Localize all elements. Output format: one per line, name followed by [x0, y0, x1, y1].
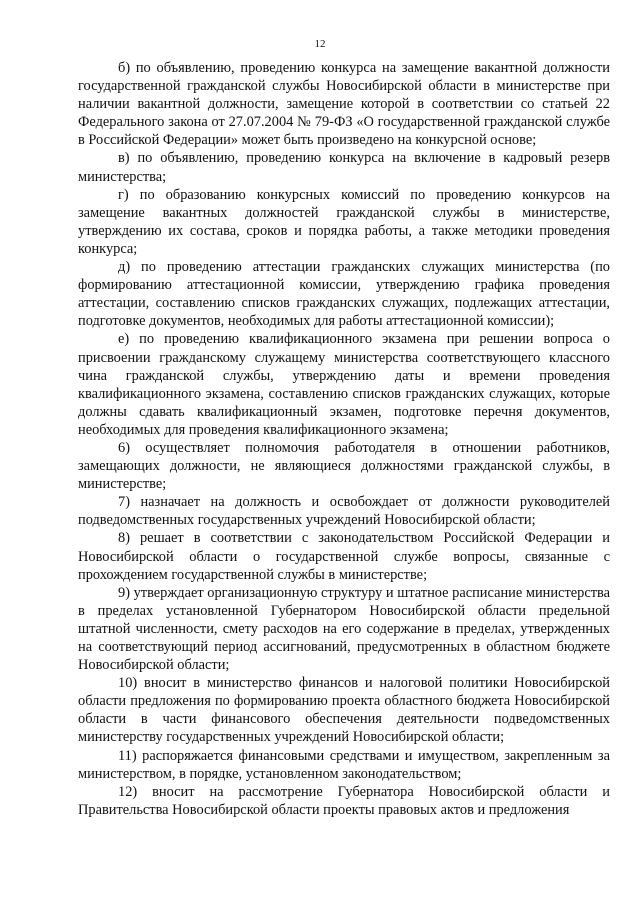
- paragraph-6: 6) осуществляет полномочия работодателя в отношении работников, замещающих должности, не являющиеся должностями гражданской службы, в министерстве;: [78, 439, 610, 493]
- paragraph-8: 8) решает в соответствии с законодательством Российской Федерации и Новосибирской области о государственной службе вопросы, связанные с прохождением государственной службы в министерстве;: [78, 530, 610, 583]
- paragraph-10: 10) вносит в министерство финансов и налоговой политики Новосибирской области предложения по формированию проекта областного бюджета Новосибирской области в части финансового обеспечения деятельности подведомственных министерству государственных учреждений Новосибирской области;: [78, 675, 610, 746]
- paragraph-v: в) по объявлению, проведению конкурса на включение в кадровый резерв министерства;: [78, 150, 610, 185]
- paragraph-e: е) по проведению квалификационного экзамена при решении вопроса о присвоении гражданскому служащему министерства соответствующего классного чина гражданской службы, утверждению даты и времени проведения квалификационного экзамена, составлению списков гражданских служащих, которые должны сдавать квалификационный экзамен, подготовке перечня документов, необходимых для проведения квалификационного экзамена;: [78, 331, 610, 438]
- paragraph-g: г) по образованию конкурсных комиссий по проведению конкурсов на замещение вакантных должностей гражданской службы в министерстве, утверждению их состава, сроков и порядка работы, а также методики проведения конкурса;: [78, 186, 610, 257]
- document-body: [78, 59, 610, 819]
- paragraph-b: б) по объявлению, проведению конкурса на замещение вакантной должности государственной гражданской службы Новосибирской области в министерстве при наличии вакантной должности, замещение которой в соответствии со статьей 22 Федерального закона от 27.07.2004 № 79-ФЗ «О государственной гражданской службе в Российской Федерации» может быть произведено на конкурсной основе;: [78, 60, 610, 149]
- paragraph-7: 7) назначает на должность и освобождает от должности руководителей подведомственных государственных учреждений Новосибирской области;: [78, 494, 610, 529]
- paragraph-11: 11) распоряжается финансовыми средствами и имуществом, закрепленным за министерством, в порядке, установленном законодательством;: [78, 747, 610, 782]
- paragraph-d: д) по проведению аттестации гражданских служащих министерства (по формированию аттестационной комиссии, утверждению графика проведения аттестации, составлению списков гражданских служащих, подлежащих аттестации, подготовке документов, необходимых для работы аттестационной комиссии);: [78, 259, 610, 330]
- paragraph-9: 9) утверждает организационную структуру и штатное расписание министерства в пределах установленной Губернатором Новосибирской области предельной штатной численности, смету расходов на его содержание в пределах, утвержденных на соответствующий период ассигнований, предусмотренных в областном бюджете Новосибирской области;: [78, 584, 610, 674]
- page-number: 12: [314, 38, 326, 50]
- paragraph-12: 12) вносит на рассмотрение Губернатора Новосибирской области и Правительства Новосибирской области проекты правовых актов и предложения: [78, 783, 610, 818]
